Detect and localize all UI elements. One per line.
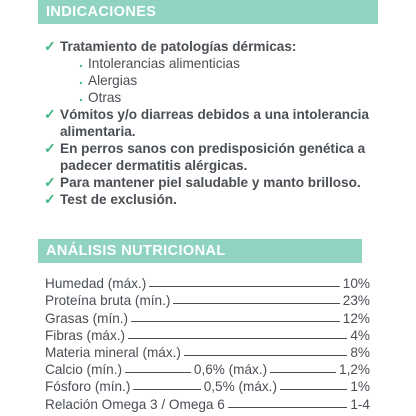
leader-line <box>131 321 340 322</box>
nutrient-label: Materia mineral (máx.) <box>45 344 181 360</box>
nutrient-row <box>45 394 370 411</box>
indicacion-text: Para mantener piel saludable y manto brilloso. <box>60 175 361 190</box>
nutrient-row <box>45 291 370 308</box>
analisis-table <box>45 274 370 412</box>
subitem-text: Otras <box>88 90 122 105</box>
indicacion-item <box>44 140 404 174</box>
nutrient-row <box>45 326 370 343</box>
nutrient-row <box>45 274 370 291</box>
nutrient-value: 23% <box>342 293 370 309</box>
nutrient-label: Proteína bruta (mín.) <box>45 293 171 309</box>
leader-line <box>125 372 191 373</box>
nutrient-mid-value: 0,6% (máx.) <box>193 362 268 378</box>
subitem <box>60 72 404 89</box>
indicacion-text: Tratamiento de patologías dérmicas: <box>60 39 297 54</box>
subitem <box>60 55 404 72</box>
leader-line <box>149 286 340 287</box>
nutrient-value: 10% <box>342 276 370 292</box>
bullet-icon: . <box>79 72 83 87</box>
leader-line <box>133 389 200 390</box>
check-icon: ✓ <box>44 191 56 207</box>
indicacion-text: En perros sanos con predisposición genética a padecer dermatitis alérgicas. <box>60 141 366 173</box>
nutrient-label: Fibras (máx.) <box>45 327 126 343</box>
nutrient-label: Calcio (mín.) <box>45 362 123 378</box>
nutrient-value: 12% <box>342 310 370 326</box>
nutrient-value: 4% <box>350 327 370 343</box>
indicaciones-header: INDICACIONES <box>38 0 378 24</box>
check-icon: ✓ <box>44 174 56 190</box>
subitem <box>60 89 404 106</box>
leader-line <box>270 372 336 373</box>
subitem-text: Intolerancias alimenticias <box>88 56 240 71</box>
nutrient-label: Grasas (mín.) <box>45 310 129 326</box>
nutrient-value: 1-4 <box>350 396 370 412</box>
nutrient-mid-value: 0,5% (máx.) <box>203 379 277 395</box>
bullet-icon: . <box>79 55 83 70</box>
indicaciones-list <box>44 38 404 208</box>
indicacion-text: Test de exclusión. <box>60 192 177 207</box>
nutrient-row <box>45 360 370 377</box>
indicacion-item <box>44 174 404 191</box>
bullet-icon: . <box>79 89 83 104</box>
nutrient-row <box>45 308 370 325</box>
nutrient-value: 1,2% <box>339 362 370 378</box>
nutrient-label: Humedad (máx.) <box>45 276 147 292</box>
nutrient-value: 1% <box>350 379 371 395</box>
indicacion-item <box>44 106 404 140</box>
analisis-header: ANÁLISIS NUTRICIONAL <box>38 239 362 263</box>
nutrient-row <box>45 377 370 394</box>
indicacion-item <box>44 38 404 106</box>
leader-line <box>228 407 348 408</box>
nutrient-label: Relación Omega 3 / Omega 6 <box>45 396 225 412</box>
check-icon: ✓ <box>44 106 56 122</box>
check-icon: ✓ <box>44 38 56 54</box>
check-icon: ✓ <box>44 140 56 156</box>
indicacion-item <box>44 191 404 208</box>
nutrient-row <box>45 343 370 360</box>
indicacion-text: Vómitos y/o diarreas debidos a una intolerancia alimentaria. <box>60 107 369 139</box>
nutrient-value: 8% <box>350 344 370 360</box>
leader-line <box>173 303 339 304</box>
leader-line <box>184 355 347 356</box>
leader-line <box>128 338 347 339</box>
nutrient-label: Fósforo (mín.) <box>45 379 131 395</box>
leader-line <box>280 389 347 390</box>
subitem-text: Alergias <box>88 73 138 88</box>
